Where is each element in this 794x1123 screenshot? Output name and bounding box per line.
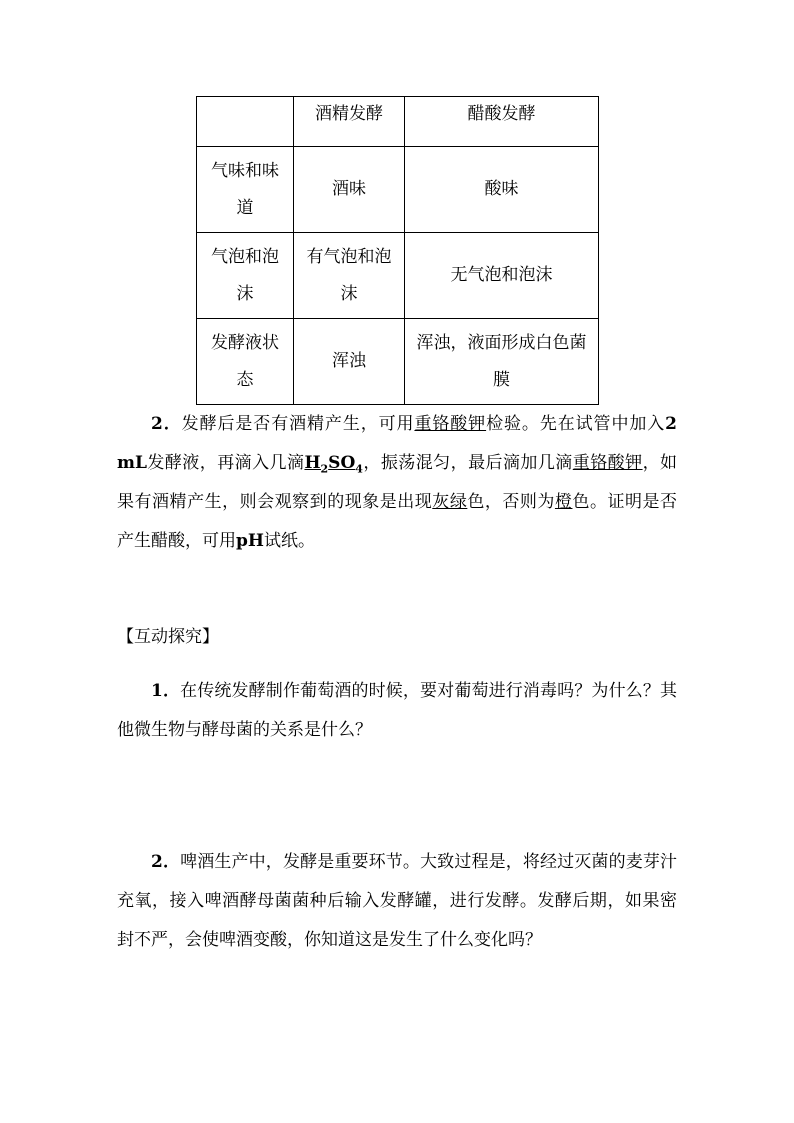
paragraph-alcohol-test (117, 405, 677, 561)
text: 发酵液，再滴入几滴 (146, 453, 305, 473)
volume-value: 2 mL (117, 414, 678, 473)
question-text: 在传统发酵制作葡萄酒的时候，要对葡萄进行消毒吗？为什么？其他微生物与酵母菌的关系是什么？ (117, 681, 677, 740)
table-cell: 浑浊，液面形成白色菌膜 (405, 319, 599, 405)
table-row-label: 气泡和泡沫 (197, 233, 294, 319)
question-number: 2． (151, 852, 181, 872)
answer-color: 灰绿 (432, 492, 468, 512)
table-cell: 无气泡和泡沫 (405, 233, 599, 319)
text: ，振荡混匀，最后滴加几滴 (362, 453, 573, 473)
formula-part: H (304, 453, 321, 473)
text: 色。证明是否产生醋酸，可用 (117, 492, 678, 551)
text: 发酵后是否有酒精产生，可用 (181, 414, 415, 434)
table-row (197, 319, 599, 405)
table-cell: 酒味 (294, 147, 405, 233)
question-2 (117, 843, 677, 960)
table-row-label: 气味和味道 (197, 147, 294, 233)
table-header-cell: 酒精发酵 (294, 97, 405, 147)
table-row (197, 147, 599, 233)
question-number: 1． (151, 681, 181, 701)
answer-acid (304, 453, 363, 476)
text: 色，否则为 (467, 492, 555, 512)
formula-part: SO (328, 453, 356, 473)
comparison-table (196, 96, 599, 405)
question-1 (117, 672, 677, 750)
answer-reagent: 重铬酸钾 (572, 453, 643, 473)
ph-label: pH (236, 531, 264, 551)
formula-subscript: 2 (320, 462, 329, 476)
table-row (197, 233, 599, 319)
answer-color: 橙 (554, 492, 573, 512)
text: 检验。先在试管中加入 (486, 414, 666, 434)
table-row-label: 发酵液状态 (197, 319, 294, 405)
table-header-cell (197, 97, 294, 147)
table-header-row (197, 97, 599, 147)
formula-subscript: 4 (355, 462, 363, 476)
question-text: 啤酒生产中，发酵是重要环节。大致过程是，将经过灭菌的麦芽汁充氧，接入啤酒酵母菌菌种后输入发酵罐，进行发酵。发酵后期，如果密封不严，会使啤酒变酸，你知道这是发生了什么变化吗？ (117, 852, 677, 950)
table-cell: 浑浊 (294, 319, 405, 405)
paragraph-number: 2． (151, 414, 182, 434)
table-cell: 酸味 (405, 147, 599, 233)
table-header-cell: 醋酸发酵 (405, 97, 599, 147)
section-title: 【互动探究】 (117, 627, 219, 647)
table-cell: 有气泡和泡沫 (294, 233, 405, 319)
text: 试纸。 (263, 531, 315, 551)
text: ，如果有酒精产生，则会观察到的现象是出现 (117, 453, 678, 512)
answer-reagent: 重铬酸钾 (414, 414, 487, 434)
